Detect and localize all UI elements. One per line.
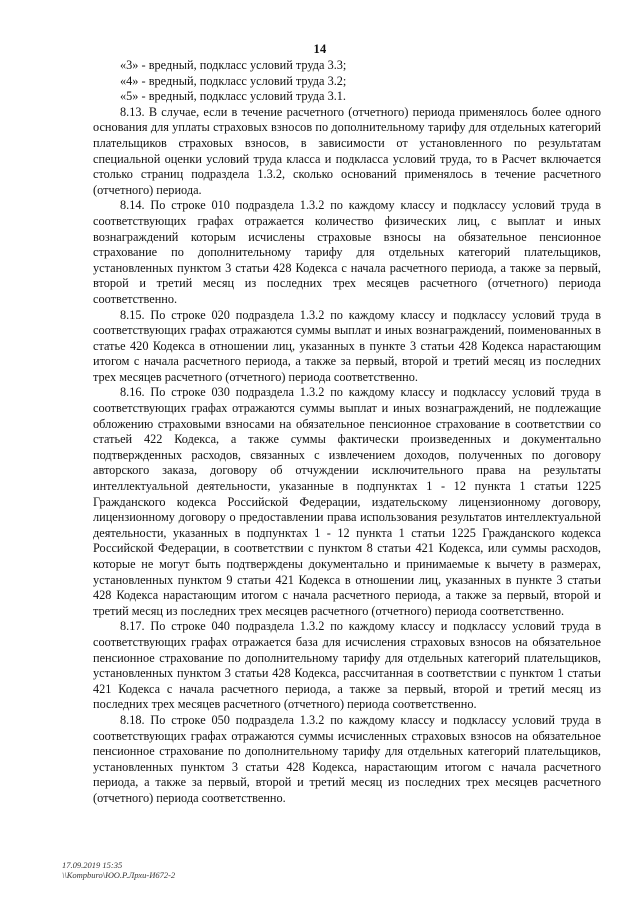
footer-stamp <box>62 860 175 880</box>
paragraph-8-16: 8.16. По строке 030 подраздела 1.3.2 по каждому классу и подклассу условий труда в соответствующих графах отражаются суммы выплат и иных вознаграждений, не подлежащие обложению страховыми взносами на обязательное пенсионное страхование в соответствии со статьей 422 Кодекса, а также суммы фактически произведенных и документально подтвержденных расходов, связанных с извлечением доходов, полученных по договору авторского заказа, договору об отчуждении исключительного права на результаты интеллектуальной деятельности, указанные в подпунктах 1 - 12 пункта 1 статьи 1225 Гражданского кодекса Российской Федерации, издательскому лицензионному договору, лицензионному договору о предоставлении права использования результатов интеллектуальной деятельности, указанных в подпунктах 1 - 12 пункта 1 статьи 1225 Гражданского кодекса Российской Федерации, в соответствии с пунктом 8 статьи 421 Кодекса, или суммы расходов, которые не могут быть подтверждены документально и принимаемые к вычету в размерах, установленных пунктом 9 статьи 421 Кодекса в отношении лиц, указанных в пункте 3 статьи 428 Кодекса нарастающим итогом с начала расчетного периода, а также за первый, второй и третий месяц из последних трех месяцев расчетного (отчетного) периода соответственно. <box>93 385 601 618</box>
page-number: 14 <box>313 42 327 56</box>
list-item: «5» - вредный, подкласс условий труда 3.1. <box>120 89 347 104</box>
list-item: «4» - вредный, подкласс условий труда 3.2; <box>120 73 347 88</box>
list-item: «3» - вредный, подкласс условий труда 3.3; <box>120 58 347 72</box>
paragraph-8-15: 8.15. По строке 020 подраздела 1.3.2 по каждому классу и подклассу условий труда в соответствующих графах отражаются суммы выплат и иных вознаграждений, поименованных в статье 420 Кодекса в отношении лиц, указанных в пункте 3 статьи 428 Кодекса нарастающим итогом с начала расчетного периода, а также за первый, второй и третий месяц из последних трех месяцев расчетного (отчетного) периода соответственно. <box>93 307 601 384</box>
paragraph-8-17: 8.17. По строке 040 подраздела 1.3.2 по каждому классу и подклассу условий труда в соответствующих графах отражается база для исчисления страховых взносов на обязательное пенсионное страхование по дополнительному тарифу для отдельных категорий плательщиков, установленных пунктом 3 статьи 428 Кодекса, рассчитанная в соответствии с пунктом 1 статьи 421 Кодекса с начала расчетного периода, а также за первый, второй и третий месяц из последних трех месяцев расчетного (отчетного) периода соответственно. <box>93 619 601 712</box>
footer-timestamp: 17.09.2019 15:35 <box>62 860 123 870</box>
document-body <box>93 58 601 807</box>
paragraph-8-14: 8.14. По строке 010 подраздела 1.3.2 по каждому классу и подклассу условий труда в соответствующих графах отражается количество физических лиц, с выплат и иных вознаграждений которым исчислены страховые взносы на обязательное пенсионное страхование по дополнительному тарифу для отдельных категорий плательщиков, установленных пунктом 3 статьи 428 Кодекса с начала расчетного периода, а также за первый, второй и третий месяц из последних трех месяцев расчетного (отчетного) периода соответственно. <box>93 198 601 306</box>
footer-file-path: \\Kompburo\ЮО.Р.Лрхи-И672-2 <box>62 870 176 880</box>
paragraph-8-18: 8.18. По строке 050 подраздела 1.3.2 по каждому классу и подклассу условий труда в соответствующих графах отражаются суммы исчисленных страховых взносов на обязательное пенсионное страхование по дополнительному тарифу для отдельных категорий плательщиков, установленных пунктом 3 статьи 428 Кодекса, нарастающим итогом с начала расчетного периода, а также за первый, второй и третий месяц из последних трех месяцев расчетного (отчетного) периода соответственно. <box>93 712 601 805</box>
paragraph-8-13: 8.13. В случае, если в течение расчетного (отчетного) периода применялось более одного основания для уплаты страховых взносов по дополнительному тарифу для отдельных категорий плательщиков страховых взносов, в зависимости от установленного по результатам специальной оценки условий труда класса и подкласса условий труда, то в Расчет включается столько страниц подраздела 1.3.2, сколько оснований применялось в течение расчетного (отчетного) периода. <box>93 104 601 197</box>
